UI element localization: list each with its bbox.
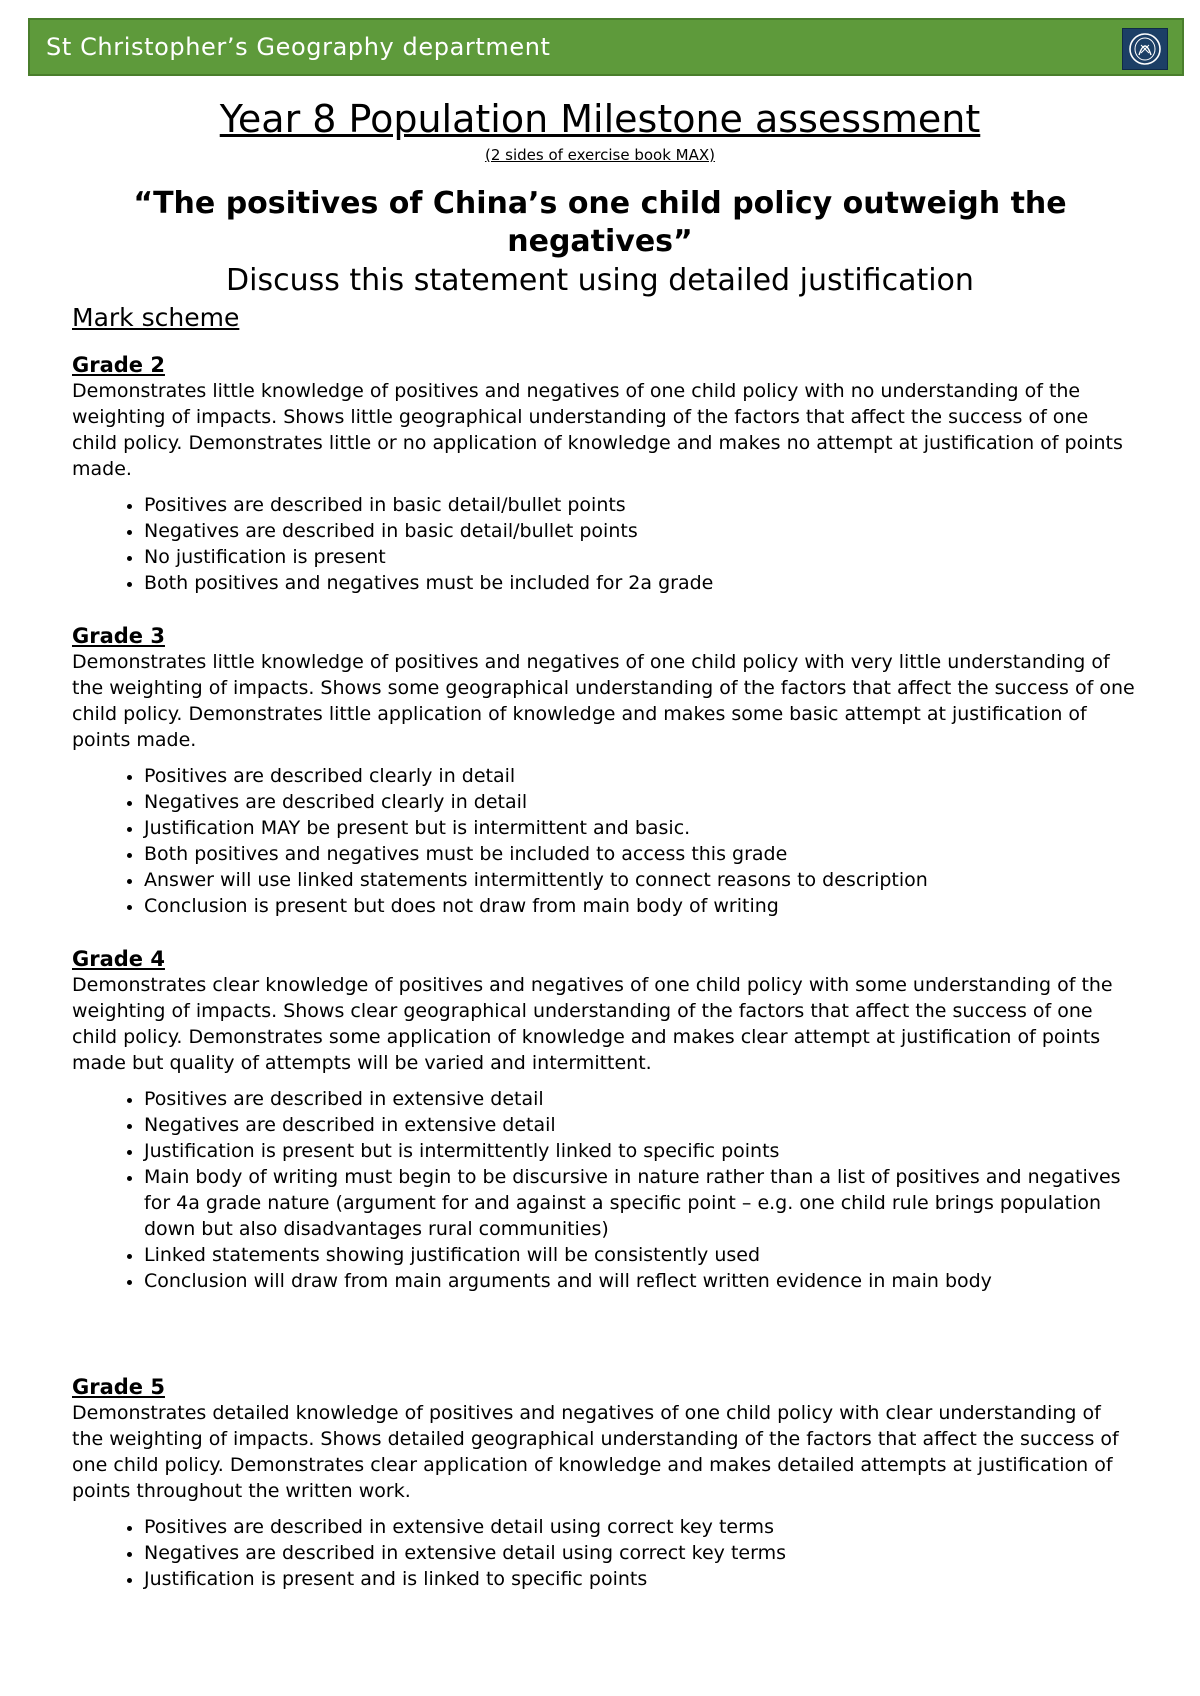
criteria-item: • Negatives are described in basic detail/bullet points [144,518,1137,544]
grade-3-section [72,623,1137,919]
page-title: Year 8 Population Milestone assessment [219,97,981,141]
grade-description: Demonstrates detailed knowledge of positives and negatives of one child policy with clear understanding of the weighting of impacts. Shows detailed geographical understanding of the factors that affect the success of one child policy. Demonstrates clear application of knowledge and makes detailed attempts at justification of points throughout the written work. [72,1402,1119,1502]
criteria-item: • No justification is present [144,544,1137,570]
grade-heading: Grade 3 [72,624,165,648]
criteria-item: • Answer will use linked statements intermittently to connect reasons to description [144,867,1137,893]
grade-heading: Grade 4 [72,947,165,971]
grade-criteria-list [72,1514,1137,1592]
criteria-item: • Justification MAY be present but is intermittent and basic. [144,815,1137,841]
grade-criteria-list [72,763,1137,919]
school-crest-icon [1122,28,1168,70]
assessment-statement: “The positives of China’s one child policy outweigh the negatives” [133,186,1067,259]
department-title: St Christopher’s Geography department [46,33,551,61]
grade-criteria-list [72,1086,1137,1294]
criteria-item: • Conclusion will draw from main arguments and will reflect written evidence in main body [144,1268,1137,1294]
grade-description: Demonstrates little knowledge of positives and negatives of one child policy with no understanding of the weighting of impacts. Shows little geographical understanding of the factors that affect the success of one child policy. Demonstrates little or no application of knowledge and makes no attempt at justification of points made. [72,380,1123,480]
grade-5-section [72,1374,1137,1592]
grade-description: Demonstrates little knowledge of positives and negatives of one child policy with very little understanding of the weighting of impacts. Shows some geographical understanding of the factors that affect the success of one child policy. Demonstrates little application of knowledge and makes some basic attempt at justification of points made. [72,651,1135,751]
criteria-item: • Positives are described in extensive detail using correct key terms [144,1514,1137,1540]
criteria-item: • Main body of writing must begin to be discursive in nature rather than a list of positives and negatives for 4a grade nature (argument for and against a specific point – e.g. one child rule brings population down but also disadvantages rural communities) [144,1164,1137,1242]
criteria-item: • Justification is present and is linked to specific points [144,1566,1137,1592]
grade-2-section [72,352,1137,596]
grade-heading: Grade 2 [72,353,165,377]
grade-4-section [72,946,1137,1294]
criteria-item: • Negatives are described clearly in detail [144,789,1137,815]
header-bar [28,18,1184,76]
grade-criteria-list [72,492,1137,596]
criteria-item: • Conclusion is present but does not draw from main body of writing [144,893,1137,919]
mark-scheme-heading: Mark scheme [72,303,240,332]
assessment-instruction: Discuss this statement using detailed justification [226,263,974,298]
criteria-item: • Positives are described in extensive detail [144,1086,1137,1112]
criteria-item: • Positives are described clearly in detail [144,763,1137,789]
criteria-item: • Both positives and negatives must be included to access this grade [144,841,1137,867]
criteria-item: • Negatives are described in extensive detail [144,1112,1137,1138]
criteria-item: • Linked statements showing justification will be consistently used [144,1242,1137,1268]
page-subtitle: (2 sides of exercise book MAX) [484,146,716,164]
grade-heading: Grade 5 [72,1375,165,1399]
criteria-item: • Justification is present but is intermittently linked to specific points [144,1138,1137,1164]
criteria-item: • Negatives are described in extensive detail using correct key terms [144,1540,1137,1566]
criteria-item: • Both positives and negatives must be included for 2a grade [144,570,1137,596]
grade-description: Demonstrates clear knowledge of positives and negatives of one child policy with some understanding of the weighting of impacts. Shows clear geographical understanding of the factors that affect the success of one child policy. Demonstrates some application of knowledge and makes clear attempt at justification of points made but quality of attempts will be varied and intermittent. [72,974,1113,1074]
criteria-item: • Positives are described in basic detail/bullet points [144,492,1137,518]
